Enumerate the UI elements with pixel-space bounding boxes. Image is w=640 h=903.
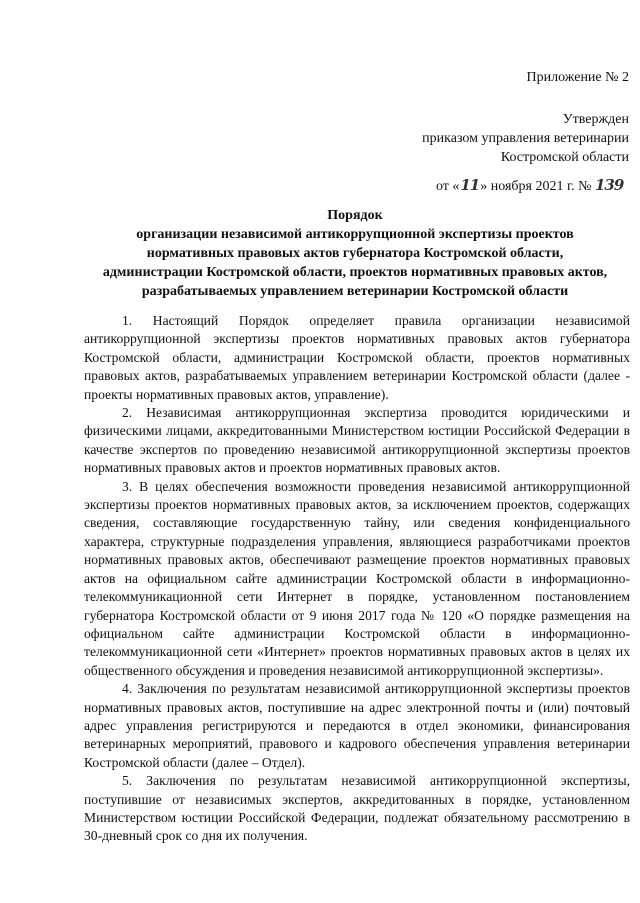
approval-line: Костромской области — [500, 150, 629, 165]
document-title — [60, 206, 640, 301]
title-line: разрабатываемых управлением ветеринарии Костромской области — [141, 284, 569, 299]
paragraph-2: 2. Независимая антикоррупционная экспертиза проводится юридическими и физическими лицами, аккредитованными Министерством юстиции Российской Федерации в качестве экспертов по проведению независимой антикоррупционной экспертизы проектов нормативных правовых актов и проектов нормативных правовых актов. — [84, 405, 630, 476]
date-prefix: от « — [435, 179, 460, 194]
approval-line: приказом управления ветеринарии — [422, 131, 629, 146]
order-date-line — [436, 176, 629, 196]
appendix-label: Приложение № 2 — [526, 70, 629, 85]
date-middle: » ноября 2021 г. № — [480, 179, 592, 194]
title-line: администрации Костромской области, проектов нормативных правовых актов, — [102, 265, 608, 280]
title-line: нормативных правовых актов губернатора Костромской области, — [146, 246, 564, 261]
approval-line: Утвержден — [562, 112, 629, 127]
paragraph-1: 1. Настоящий Порядок определяет правила организации независимой антикоррупционной экспертизы проектов нормативных правовых актов губернатора Костромской области, администрации Костромской области, проектов нормативных правовых актов, разрабатываемых управлением ветеринарии Костромской области (далее - проекты нормативных правовых актов, управление). — [84, 313, 630, 402]
document-body — [84, 312, 630, 846]
paragraph-5: 5. Заключения по результатам независимой антикоррупционной экспертизы, поступившие от независимых экспертов, аккредитованных в порядке, установленном Министерством юстиции Российской Федерации, подлежат обязательному рассмотрению в 30-дневный срок со дня их получения. — [84, 773, 630, 844]
title-line: Порядок — [327, 208, 383, 223]
approval-block — [422, 110, 629, 167]
handwritten-order-number: 139 — [595, 176, 624, 194]
handwritten-day: 11 — [460, 176, 480, 194]
paragraph-4: 4. Заключения по результатам независимой антикоррупционной экспертизы проектов нормативных правовых актов, поступившие на адрес электронной почты и (или) почтовый адрес управления регистрируются и передаются в отдел экономики, финансирования ветеринарных мероприятий, правового и кадрового обеспечения управления ветеринарии Костромской области (далее – Отдел). — [84, 681, 630, 770]
title-line: организации независимой антикоррупционной экспертизы проектов — [136, 227, 574, 242]
paragraph-3: 3. В целях обеспечения возможности проведения независимой антикоррупционной экспертизы проектов нормативных правовых актов, за исключением проектов, содержащих сведения, составляющие государственную тайну, или сведения конфиденциального характера, структурные подразделения управления, являющиеся разработчиками проектов нормативных правовых актов, обеспечивают размещение проектов нормативных правовых актов на официальном сайте администрации Костромской области в информационно-телекоммуникационной сети Интернет в порядке, установленном постановлением губернатора Костромской области от 9 июня 2017 года № 120 «О порядке размещения на официальном сайте администрации Костромской области в информационно-телекоммуникационной сети «Интернет» проектов нормативных правовых актов в целях их общественного обсуждения и проведения независимой антикоррупционной экспертизы». — [84, 478, 630, 678]
